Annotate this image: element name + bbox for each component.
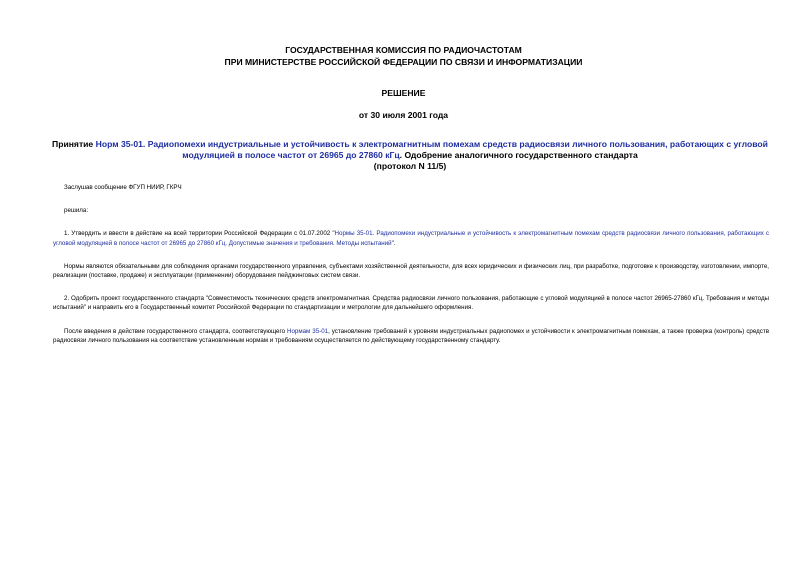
- title-prefix: Принятие: [52, 139, 96, 149]
- resolved-paragraph: решила:: [64, 207, 89, 215]
- norms-obligation-paragraph: Нормы являются обязательными для соблюдения органами государственного управления, субъектами хозяйственной деятельности, для всех юридических и физических лиц, при разработке, подготовке к производству, изготовлении, импорте, реализации (поставке, продаже) и эксплуатации (применении) оборудования пейджинговых систем связи.: [53, 262, 769, 280]
- org-line-2: ПРИ МИНИСТЕРСТВЕ РОССИЙСКОЙ ФЕДЕРАЦИИ ПО СВЯЗИ И ИНФОРМАТИЗАЦИИ: [224, 56, 583, 67]
- document-body: [53, 183, 769, 345]
- item-1-norms-link[interactable]: Нормы 35-01. Радиопомехи индустриальные и устойчивость к электромагнитным помехам средств радиосвязи личного пользования, работающих с угловой модуляцией в полосе частот от 26965 до 27860 кГц. Допустимые значения и требования. Методы испытаний: [53, 230, 769, 247]
- protocol-number: (протокол N 11/5): [373, 161, 447, 171]
- document-type: РЕШЕНИЕ: [381, 88, 426, 98]
- after-prefix: После введения в действие государственного стандарта, соответствующего: [64, 327, 287, 335]
- after-suffix: , установление требований к уровням индустриальных радиопомех и устойчивости к электромагнитным помехам, а также проверка (контроль) средств радиосвязи личного пользования на соответствие установленным нормам и требованиям осуществляется по действующему государственному стандарту.: [53, 327, 769, 344]
- document-date: от 30 июля 2001 года: [358, 110, 449, 120]
- item-2-paragraph: 2. Одобрить проект государственного стандарта "Совместимость технических средств электромагнитная. Средства радиосвязи личного пользования, работающие с угловой модуляцией в полосе частот 26965-27860 кГц. Требования и методы испытаний" и направить его в Государственный комитет Российской Федерации по стандартизации и метрологии для дальнейшего оформления.: [53, 295, 769, 312]
- after-adoption-paragraph: [53, 327, 769, 345]
- document-title: [50, 139, 770, 172]
- item-1-prefix: 1. Утвердить и ввести в действие на всей территории Российской Федерации с 01.07.2002 ": [64, 230, 335, 238]
- heard-paragraph: Заслушав сообщение ФГУП НИИР, ГКРЧ: [64, 184, 182, 191]
- issuing-organization: [0, 45, 807, 68]
- org-line-1: ГОСУДАРСТВЕННАЯ КОМИССИЯ ПО РАДИОЧАСТОТАМ: [285, 45, 522, 55]
- title-suffix: . Одобрение аналогичного государственного стандарта: [399, 150, 638, 160]
- title-norms-link[interactable]: Норм 35-01. Радиопомехи индустриальные и устойчивость к электромагнитным помехам средств радиосвязи личного пользования, работающих с угловой модуляцией в полосе частот от 26965 до 27860 кГц: [95, 139, 768, 160]
- item-1-paragraph: [53, 229, 769, 247]
- item-1-suffix: ".: [391, 239, 396, 247]
- after-norms-link[interactable]: Нормам 35-01: [287, 327, 329, 335]
